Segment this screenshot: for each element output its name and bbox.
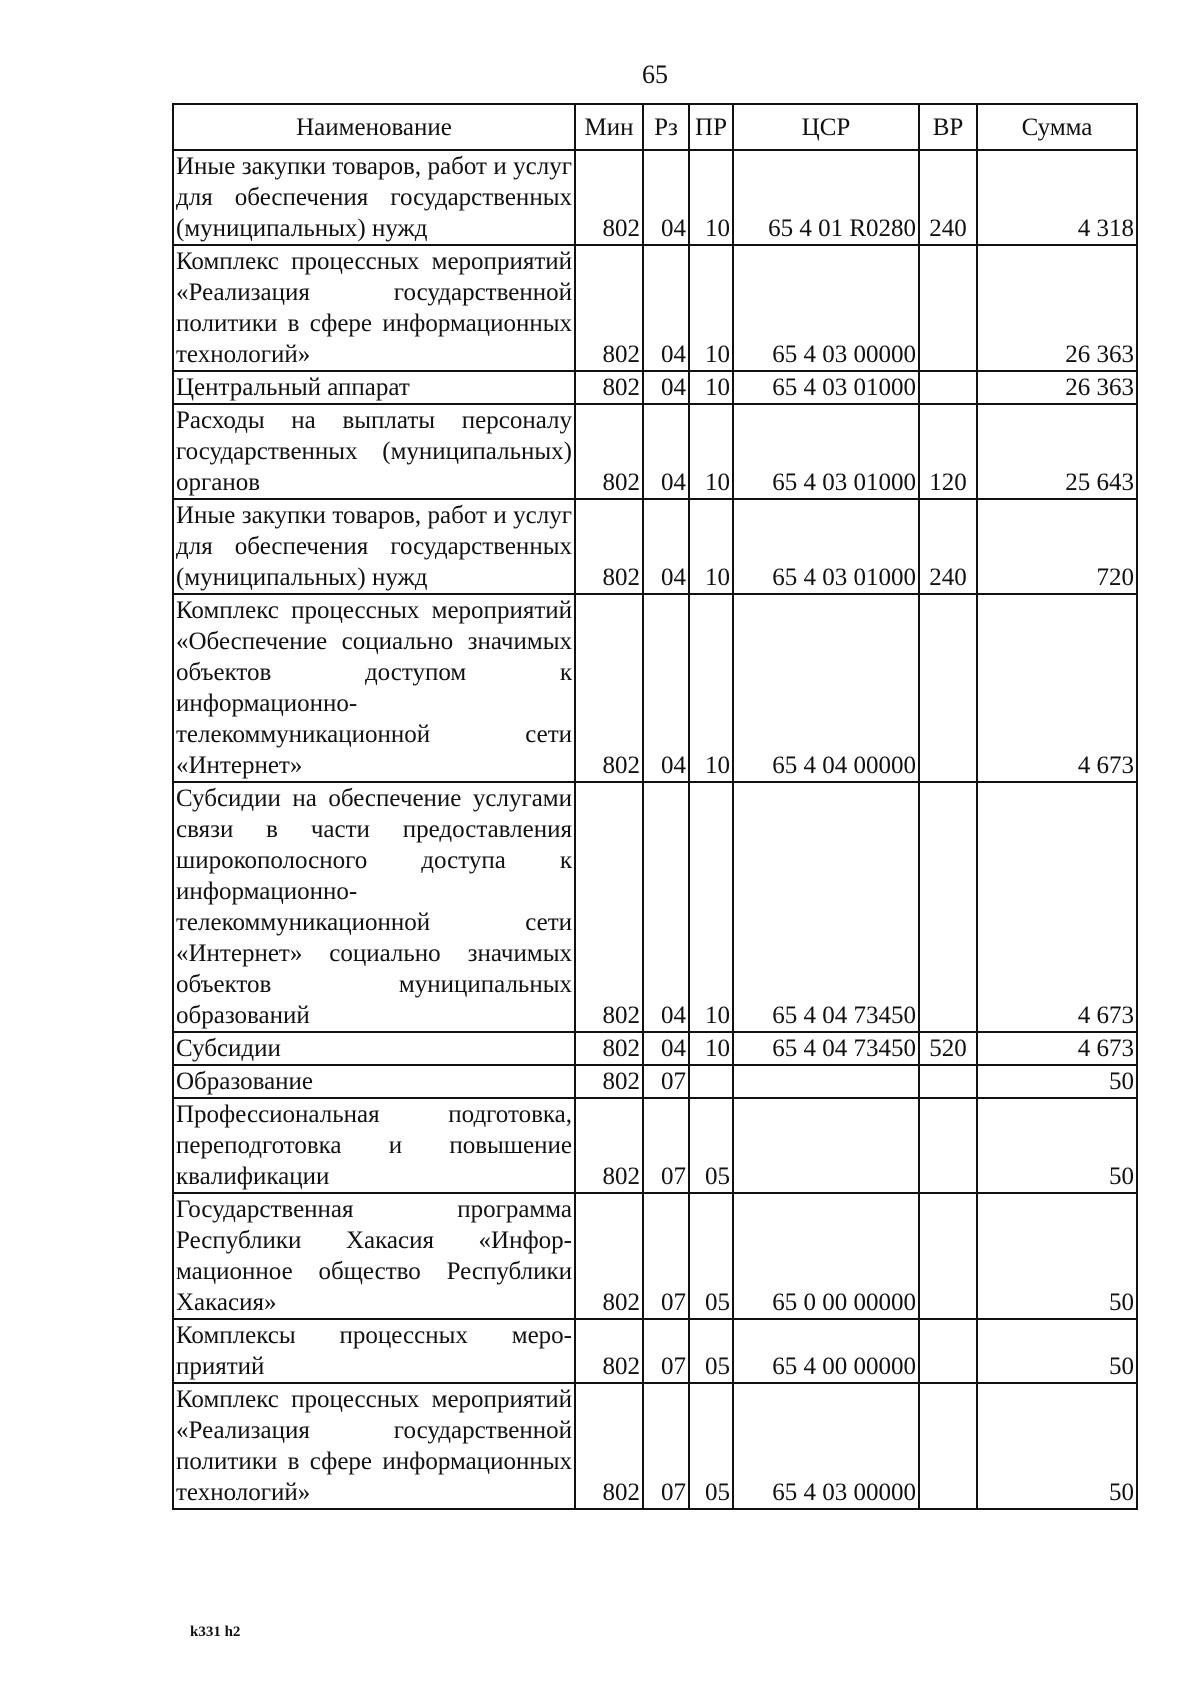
table-row <box>173 1193 1137 1319</box>
header-sum: Сумма <box>977 104 1137 150</box>
cell-rz: 07 <box>643 1065 689 1098</box>
cell-pr: 10 <box>689 499 733 594</box>
cell-vr <box>919 594 977 782</box>
cell-sum: 50 <box>977 1193 1137 1319</box>
cell-sum: 26 363 <box>977 371 1137 404</box>
cell-sum: 720 <box>977 499 1137 594</box>
table-row <box>173 1098 1137 1193</box>
cell-sum: 4 318 <box>977 150 1137 245</box>
cell-csr: 65 4 04 73450 <box>733 1032 919 1065</box>
cell-sum: 50 <box>977 1098 1137 1193</box>
cell-pr: 10 <box>689 404 733 499</box>
cell-vr <box>919 782 977 1032</box>
table-row <box>173 782 1137 1032</box>
cell-vr: 240 <box>919 499 977 594</box>
cell-csr: 65 4 04 73450 <box>733 782 919 1032</box>
cell-name: Расходы на выплаты персоналу государственных (муниципальных) органов <box>173 404 575 499</box>
cell-rz: 04 <box>643 594 689 782</box>
cell-name: Комплексы процессных мероприятий <box>173 1319 575 1383</box>
cell-name: Образование <box>173 1065 575 1098</box>
table-row <box>173 150 1137 245</box>
cell-min: 802 <box>575 594 643 782</box>
header-rz: Рз <box>643 104 689 150</box>
cell-rz: 07 <box>643 1193 689 1319</box>
cell-sum: 4 673 <box>977 782 1137 1032</box>
cell-pr: 10 <box>689 1032 733 1065</box>
budget-table <box>172 103 1138 1510</box>
cell-vr <box>919 371 977 404</box>
cell-pr: 05 <box>689 1319 733 1383</box>
cell-name: Иные закупки товаров, работ и услуг для обеспечения государственных (муниципальных) нужд <box>173 150 575 245</box>
header-pr: ПР <box>689 104 733 150</box>
cell-min: 802 <box>575 245 643 371</box>
cell-min: 802 <box>575 1319 643 1383</box>
cell-min: 802 <box>575 1098 643 1193</box>
table-row <box>173 1065 1137 1098</box>
table-row <box>173 1032 1137 1065</box>
cell-csr: 65 0 00 00000 <box>733 1193 919 1319</box>
table-row <box>173 371 1137 404</box>
cell-pr: 10 <box>689 782 733 1032</box>
cell-rz: 04 <box>643 404 689 499</box>
cell-pr: 05 <box>689 1383 733 1509</box>
cell-min: 802 <box>575 1032 643 1065</box>
cell-rz: 04 <box>643 245 689 371</box>
cell-sum: 4 673 <box>977 594 1137 782</box>
cell-min: 802 <box>575 371 643 404</box>
cell-rz: 07 <box>643 1383 689 1509</box>
cell-name: Иные закупки товаров, работ и услуг для обеспечения государственных (муниципальных) нужд <box>173 499 575 594</box>
cell-pr <box>689 1065 733 1098</box>
cell-vr <box>919 1319 977 1383</box>
cell-csr <box>733 1098 919 1193</box>
cell-name: Комплекс процессных мероприятий «Реализация государственной политики в сфере информационных технологий» <box>173 1383 575 1509</box>
table-row <box>173 499 1137 594</box>
cell-csr: 65 4 03 01000 <box>733 404 919 499</box>
cell-min: 802 <box>575 1193 643 1319</box>
table-row <box>173 404 1137 499</box>
cell-name: Центральный аппарат <box>173 371 575 404</box>
cell-name: Комплекс процессных мероприятий «Обеспечение социально значимых объектов доступом к информационно-телекоммуникационной сети «Интернет» <box>173 594 575 782</box>
cell-rz: 07 <box>643 1319 689 1383</box>
cell-name: Субсидии на обеспечение услугами связи в части предоставления широкополосного доступа к информационно-телекоммуникационной сети «Интернет» социально значимых объектов муниципальных образований <box>173 782 575 1032</box>
cell-vr <box>919 1383 977 1509</box>
table-row <box>173 1383 1137 1509</box>
cell-rz: 07 <box>643 1098 689 1193</box>
cell-pr: 10 <box>689 594 733 782</box>
cell-vr <box>919 1065 977 1098</box>
header-vr: ВР <box>919 104 977 150</box>
table-row <box>173 1319 1137 1383</box>
cell-name: Государственная программа Республики Хакасия «Информационное общество Республики Хакасия» <box>173 1193 575 1319</box>
cell-rz: 04 <box>643 782 689 1032</box>
cell-vr: 120 <box>919 404 977 499</box>
cell-min: 802 <box>575 499 643 594</box>
cell-name: Субсидии <box>173 1032 575 1065</box>
cell-name: Комплекс процессных мероприятий «Реализация государственной политики в сфере информационных технологий» <box>173 245 575 371</box>
cell-rz: 04 <box>643 150 689 245</box>
cell-csr: 65 4 03 01000 <box>733 499 919 594</box>
cell-csr: 65 4 00 00000 <box>733 1319 919 1383</box>
cell-vr: 520 <box>919 1032 977 1065</box>
cell-min: 802 <box>575 404 643 499</box>
cell-sum: 26 363 <box>977 245 1137 371</box>
cell-csr: 65 4 03 01000 <box>733 371 919 404</box>
cell-pr: 05 <box>689 1098 733 1193</box>
footer-code: k331 h2 <box>190 1624 241 1640</box>
cell-pr: 10 <box>689 150 733 245</box>
cell-csr <box>733 1065 919 1098</box>
header-name: Наименование <box>173 104 575 150</box>
header-csr: ЦСР <box>733 104 919 150</box>
cell-csr: 65 4 04 00000 <box>733 594 919 782</box>
cell-rz: 04 <box>643 1032 689 1065</box>
cell-sum: 25 643 <box>977 404 1137 499</box>
cell-pr: 10 <box>689 371 733 404</box>
table-row <box>173 245 1137 371</box>
cell-rz: 04 <box>643 371 689 404</box>
cell-pr: 05 <box>689 1193 733 1319</box>
cell-min: 802 <box>575 150 643 245</box>
cell-vr <box>919 1193 977 1319</box>
table-header-row <box>173 104 1137 150</box>
cell-vr <box>919 245 977 371</box>
cell-min: 802 <box>575 1065 643 1098</box>
cell-csr: 65 4 03 00000 <box>733 1383 919 1509</box>
cell-rz: 04 <box>643 499 689 594</box>
cell-pr: 10 <box>689 245 733 371</box>
cell-vr <box>919 1098 977 1193</box>
page-number: 65 <box>642 60 668 89</box>
table-row <box>173 594 1137 782</box>
cell-csr: 65 4 01 R0280 <box>733 150 919 245</box>
cell-sum: 50 <box>977 1065 1137 1098</box>
cell-min: 802 <box>575 1383 643 1509</box>
header-min: Мин <box>575 104 643 150</box>
cell-csr: 65 4 03 00000 <box>733 245 919 371</box>
cell-min: 802 <box>575 782 643 1032</box>
cell-name: Профессиональная подготовка, переподготовка и повышение квалификации <box>173 1098 575 1193</box>
cell-vr: 240 <box>919 150 977 245</box>
cell-sum: 4 673 <box>977 1032 1137 1065</box>
cell-sum: 50 <box>977 1319 1137 1383</box>
cell-sum: 50 <box>977 1383 1137 1509</box>
